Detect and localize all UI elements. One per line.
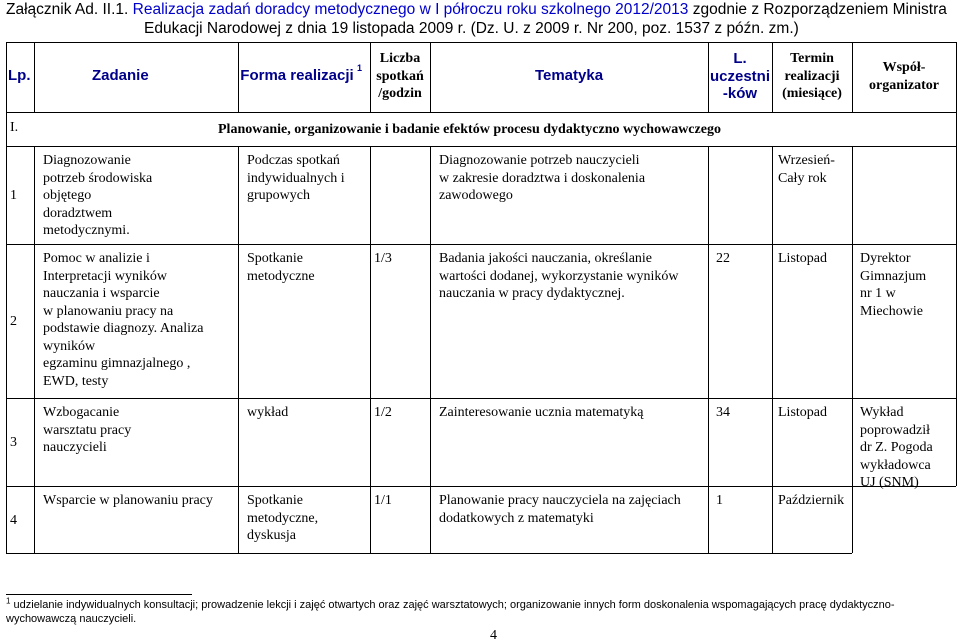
cell-termin: Listopad (778, 405, 827, 420)
cell-uczestnicy: 1 (716, 493, 723, 508)
col-header-termin: (miesiące) (782, 86, 842, 101)
cell-wspolorganizator: UJ (SNM) (860, 475, 919, 490)
cell-tematyka: w zakresie doradztwa i doskonalenia (439, 170, 646, 186)
cell-zadanie: potrzeb środowiska (43, 170, 153, 186)
cell-forma: Spotkanie (247, 251, 303, 266)
col-header-uczestnicy: uczestni (709, 67, 770, 85)
table-rule-h (6, 244, 956, 245)
cell-zadanie: EWD, testy (43, 373, 109, 389)
cell-tematyka: Badania jakości nauczania, określanie (439, 251, 653, 266)
col-header-forma: Forma realizacji (240, 67, 354, 84)
cell-zadanie: Diagnozowanie (43, 153, 131, 168)
cell-liczba: 1/1 (374, 493, 392, 508)
cell-forma: Podczas spotkań (247, 153, 340, 168)
table-rule-v (34, 146, 35, 553)
cell-wspolorganizator: Dyrektor (860, 251, 911, 266)
row-number: 4 (10, 512, 17, 528)
cell-zadanie: warsztatu pracy (43, 422, 132, 438)
cell-wspolorganizator: Gimnazjum (860, 268, 927, 284)
footnote-rule (6, 594, 192, 595)
table-rule-h (6, 553, 852, 554)
col-header-liczba: spotkań (376, 68, 424, 84)
cell-uczestnicy: 22 (716, 251, 730, 266)
cell-termin: Cały rok (778, 170, 827, 186)
header-line-2: Edukacji Narodowej z dnia 19 listopada 2009 r. (Dz. U. z 2009 r. Nr 200, poz. 1537 z późn. zm.) (144, 20, 799, 37)
cell-termin: Wrzesień- (778, 153, 835, 168)
cell-forma: metodyczne (247, 268, 315, 284)
cell-uczestnicy: 34 (716, 405, 730, 420)
footnote-marker: 1 (6, 596, 11, 606)
cell-tematyka: nauczania w pracy dydaktycznej. (439, 286, 625, 301)
cell-liczba: 1/2 (374, 405, 392, 420)
cell-tematyka: wartości dodanej, wykorzystanie wyników (439, 268, 679, 284)
cell-forma: wykład (247, 405, 289, 420)
cell-wspolorganizator: Wykład (860, 405, 904, 420)
cell-zadanie: egzaminu gimnazjalnego , (43, 356, 191, 371)
col-header-liczba: Liczba (379, 51, 421, 66)
cell-zadanie: doradztwem (43, 205, 113, 221)
cell-zadanie: w planowaniu pracy na (43, 303, 174, 319)
cell-tematyka: zawodowego (439, 188, 513, 203)
cell-zadanie: Wzbogacanie (43, 405, 120, 420)
col-header-forma-note: 1 (357, 63, 363, 73)
section-number: I. (10, 120, 19, 135)
cell-wspolorganizator: Miechowie (860, 303, 923, 319)
table-rule-v (6, 42, 7, 553)
table-rule-v (238, 146, 239, 553)
table-rule-v (852, 146, 853, 553)
cell-wspolorganizator: nr 1 w (860, 286, 896, 301)
table-rule-h (6, 146, 956, 147)
table-rule-v (34, 42, 35, 112)
col-header-zadanie: Zadanie (92, 67, 149, 84)
cell-zadanie: Pomoc w analizie i (43, 251, 150, 266)
footnote (6, 598, 956, 626)
col-header-termin: Termin (790, 51, 834, 66)
footnote-text: udzielanie indywidualnych konsultacji; prowadzenie lekcji i zajęć otwartych oraz zajęć warsztatowych; organizowanie innych form doskonalenia wspomagających pracę dydaktyczno-wychowawczą nauczycieli. (6, 599, 895, 625)
table-rule-h (6, 42, 956, 43)
col-header-wspolorganizator: organizator (869, 77, 939, 93)
cell-forma: dyskusja (247, 528, 296, 543)
cell-wspolorganizator: dr Z. Pogoda (860, 440, 933, 455)
cell-tematyka: dodatkowych z matematyki (439, 510, 594, 526)
page-number: 4 (490, 628, 497, 643)
cell-zadanie: objętego (43, 188, 92, 203)
table-rule-v (430, 146, 431, 553)
cell-zadanie: Interpretacji wyników (43, 268, 168, 284)
table-rule-h (6, 112, 956, 113)
table-rule-v (708, 146, 709, 553)
cell-zadanie: wyników (43, 338, 96, 354)
cell-liczba: 1/3 (374, 251, 392, 266)
table-rule-v (956, 42, 957, 486)
col-header-uczestnicy: -ków (722, 85, 758, 102)
cell-zadanie: metodycznymi. (43, 223, 130, 238)
table-rule-h (6, 486, 852, 487)
table-rule-v (772, 146, 773, 553)
cell-forma: grupowych (247, 188, 310, 203)
header-title-highlight: Realizacja zadań doradcy metodycznego w I półroczu roku szkolnego 2012/2013 (132, 1, 689, 18)
header-line-1: Załącznik Ad. II.1. Realizacja zadań doradcy metodycznego w I półroczu roku szkolnego 2012/2013 zgodnie z Rozporządzeniem Ministra (6, 1, 947, 18)
table-rule-v (370, 146, 371, 553)
section-title: Planowanie, organizowanie i badanie efektów procesu dydaktyczno wychowawczego (218, 122, 721, 137)
cell-tematyka: Diagnozowanie potrzeb nauczycieli (439, 153, 640, 168)
col-header-uczestnicy: L. (733, 50, 747, 67)
cell-forma: indywidualnych i (247, 170, 345, 186)
col-header-wspolorganizator: Współ- (882, 60, 926, 75)
cell-zadanie: nauczania i wsparcie (43, 286, 160, 301)
col-header-liczba: /godzin (378, 86, 422, 101)
document-header (6, 0, 956, 38)
cell-zadanie: podstawie diagnozy. Analiza (43, 321, 204, 336)
col-header-tematyka: Tematyka (534, 67, 604, 84)
col-header-lp: Lp. (8, 67, 31, 84)
row-number: 2 (10, 314, 17, 329)
table-rule-h (6, 398, 956, 399)
cell-zadanie: Wsparcie w planowaniu pracy (43, 493, 213, 508)
cell-tematyka: Zainteresowanie ucznia matematyką (439, 405, 644, 420)
cell-wspolorganizator: wykładowca (860, 457, 931, 473)
col-header-termin: realizacji (784, 68, 840, 84)
cell-termin: Październik (778, 493, 845, 508)
row-number: 3 (10, 435, 17, 450)
cell-zadanie: nauczycieli (43, 440, 107, 455)
row-number: 1 (10, 188, 17, 203)
cell-wspolorganizator: poprowadził (860, 422, 930, 438)
cell-forma: Spotkanie (247, 493, 303, 508)
cell-forma: metodyczne, (247, 510, 319, 526)
cell-termin: Listopad (778, 251, 827, 266)
cell-tematyka: Planowanie pracy nauczyciela na zajęciach (439, 493, 681, 508)
